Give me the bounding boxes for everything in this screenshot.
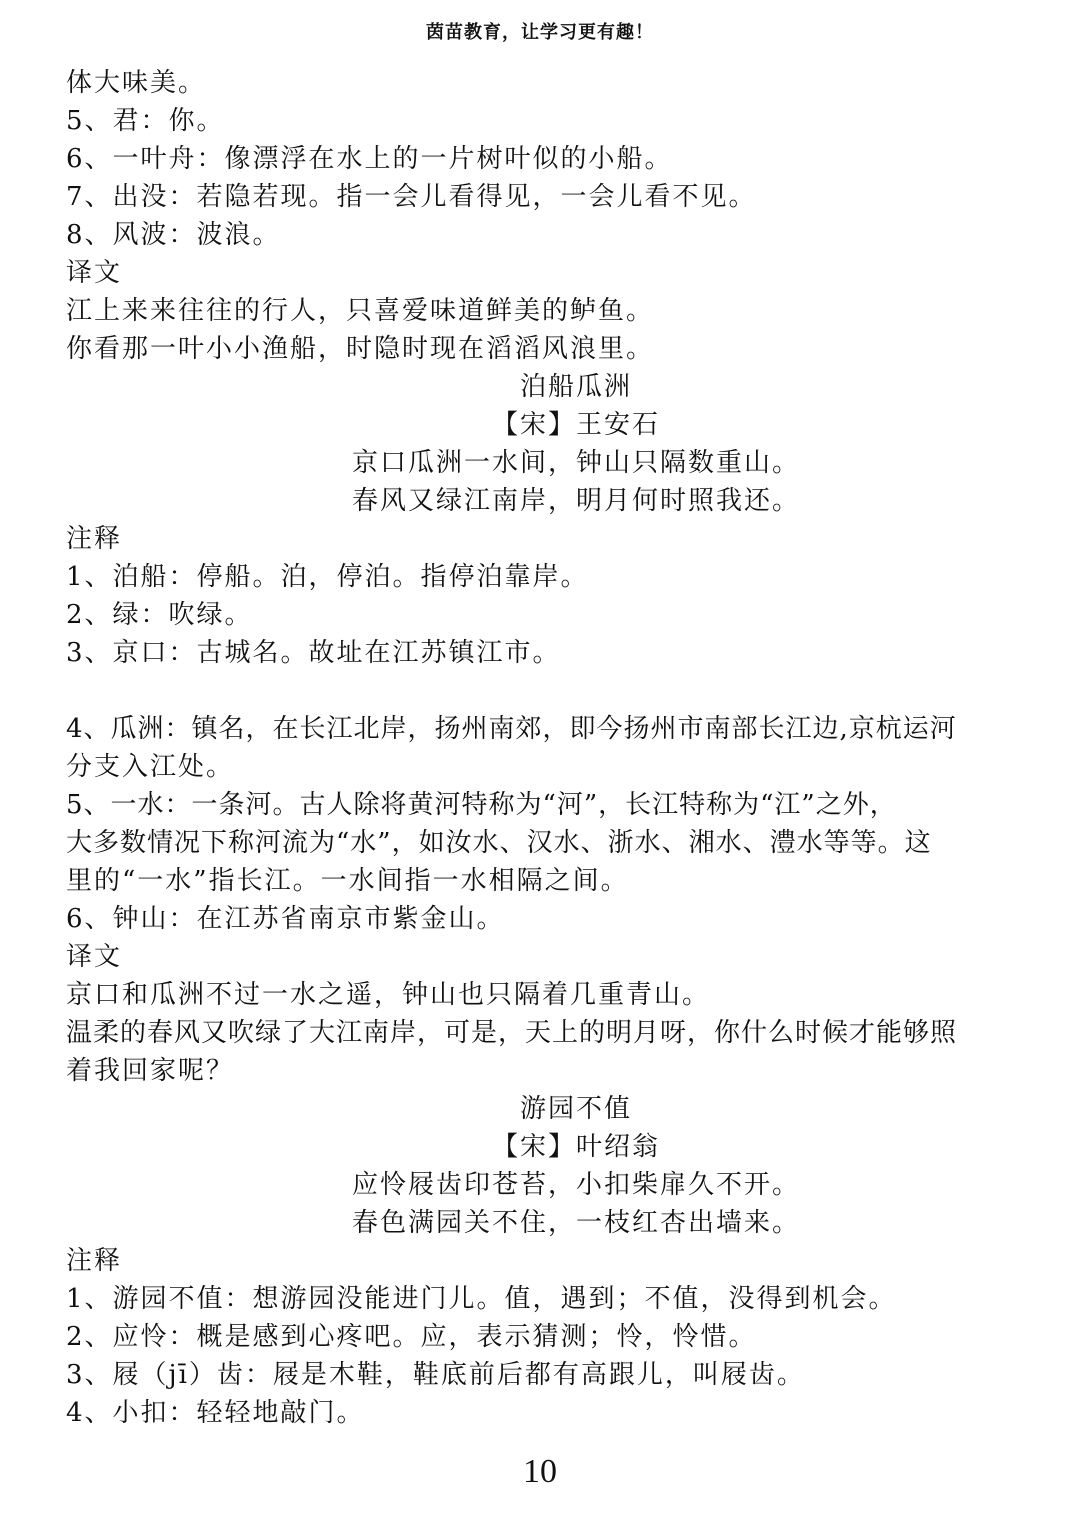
note-line: 3、京口：古城名。故址在江苏镇江市。 [66, 638, 561, 668]
note-line: 1、游园不值：想游园没能进门儿。值，遇到；不值，没得到机会。 [66, 1284, 897, 1314]
notes-heading: 注释 [66, 524, 123, 554]
translation-line: 江上来来往往的行人，只喜爱味道鲜美的鲈鱼。 [66, 296, 655, 326]
poem-author: 【宋】王安石 [491, 410, 660, 440]
note-line: 4、小扣：轻轻地敲门。 [66, 1398, 365, 1428]
page-number: 10 [523, 1453, 557, 1490]
translation-line: 京口和瓜洲不过一水之遥，钟山也只隔着几重青山。 [66, 980, 711, 1010]
note-line: 里的“一水”指长江。一水间指一水相隔之间。 [66, 866, 629, 896]
translation-heading: 译文 [66, 258, 123, 288]
poem-verse: 春色满园关不住，一枝红杏出墙来。 [351, 1208, 800, 1238]
poem-verse: 春风又绿江南岸，明月何时照我还。 [351, 486, 800, 516]
note-line: 2、绿：吹绿。 [66, 600, 253, 630]
translation-heading: 译文 [66, 942, 123, 972]
poem-title: 游园不值 [519, 1094, 632, 1124]
note-line: 6、一叶舟：像漂浮在水上的一片树叶似的小船。 [66, 144, 673, 174]
poem-author: 【宋】叶绍翁 [491, 1132, 660, 1162]
note-line: 2、应怜：概是感到心疼吧。应，表示猜测；怜，怜惜。 [66, 1322, 757, 1352]
blank-gap [66, 672, 1016, 710]
note-line: 1、泊船：停船。泊，停泊。指停泊靠岸。 [66, 562, 589, 592]
translation-line: 温柔的春风又吹绿了大江南岸，可是，天上的明月呀，你什么时候才能够照 [66, 1018, 958, 1048]
note-line: 8、风波：波浪。 [66, 220, 281, 250]
note-line: 4、瓜洲：镇名，在长江北岸，扬州南郊，即今扬州市南部长江边,京杭运河 [66, 714, 957, 744]
translation-line: 你看那一叶小小渔船，时隐时现在滔滔风浪里。 [66, 334, 655, 364]
note-line: 7、出没：若隐若现。指一会儿看得见，一会儿看不见。 [66, 182, 757, 212]
notes-heading: 注释 [66, 1246, 123, 1276]
note-line: 5、一水：一条河。古人除将黄河特称为“河”，长江特称为“江”之外， [66, 790, 897, 820]
note-line: 分支入江处。 [66, 752, 235, 782]
poem-verse: 京口瓜洲一水间，钟山只隔数重山。 [351, 448, 800, 478]
page-header: 茵苗教育，让学习更有趣！ [426, 22, 654, 43]
text-line: 体大味美。 [66, 68, 207, 98]
note-line: 3、屐（jī）齿：屐是木鞋，鞋底前后都有高跟儿，叫屐齿。 [66, 1360, 805, 1390]
note-line: 6、钟山：在江苏省南京市紫金山。 [66, 904, 505, 934]
poem-verse: 应怜屐齿印苍苔，小扣柴扉久不开。 [351, 1170, 800, 1200]
poem-title: 泊船瓜洲 [519, 372, 632, 402]
translation-line: 着我回家呢？ [66, 1056, 235, 1086]
note-line: 5、君：你。 [66, 106, 225, 136]
page-content [66, 64, 1016, 1432]
note-line: 大多数情况下称河流为“水”，如汝水、汉水、浙水、湘水、澧水等等。这 [66, 828, 932, 858]
